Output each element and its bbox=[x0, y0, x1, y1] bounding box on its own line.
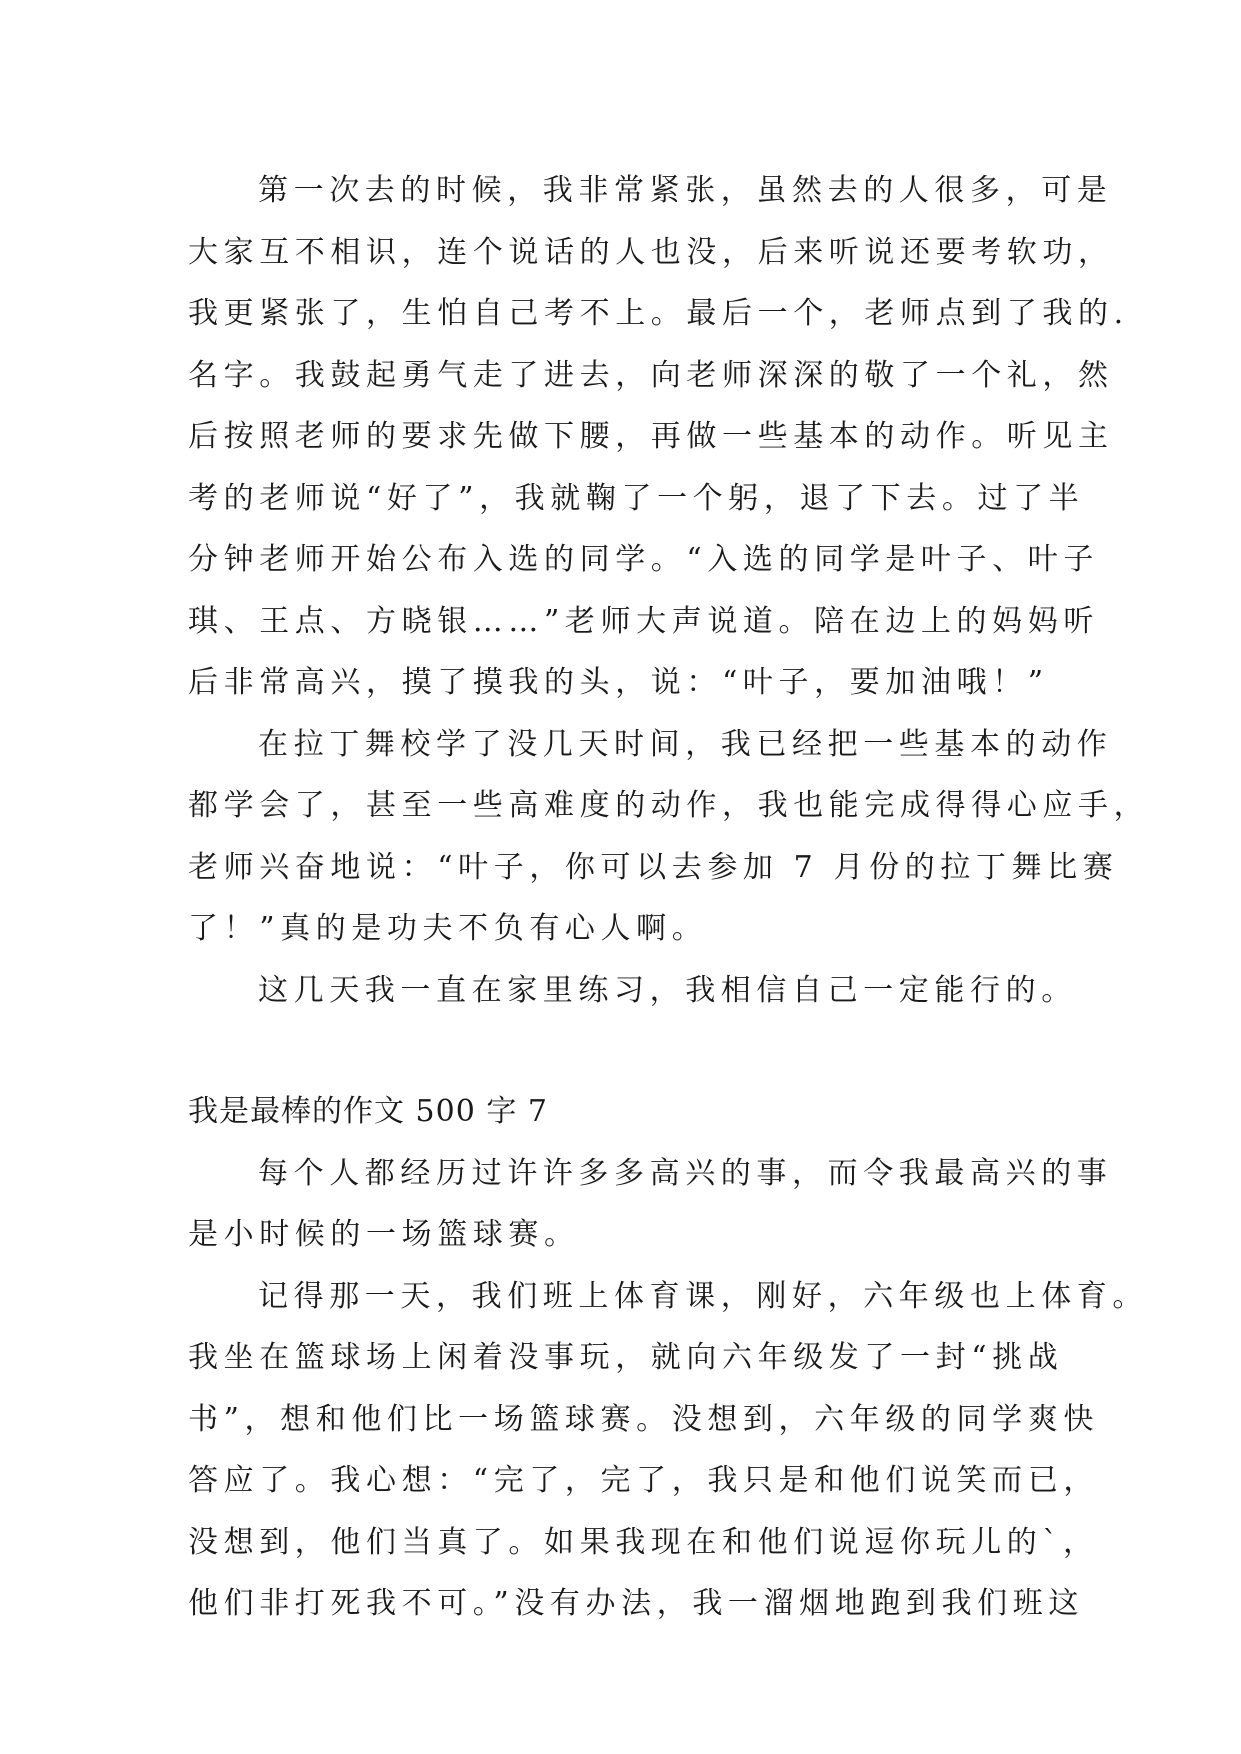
text-line: 他们非打死我不可。”没有办法，我一溜烟地跑到我们班这 bbox=[188, 1586, 1084, 1621]
text-line: 都学会了，甚至一些高难度的动作，我也能完成得得心应手， bbox=[188, 788, 1150, 823]
text-line: 书”，想和他们比一场篮球赛。没想到，六年级的同学爽快 bbox=[188, 1401, 1099, 1437]
text-line: 考的老师说“好了”，我就鞠了一个躬，退了下去。过了半 bbox=[188, 480, 1085, 516]
text-line: 后按照老师的要求先做下腰，再做一些基本的动作。听见主 bbox=[188, 419, 1114, 454]
text-line: 没想到，他们当真了。如果我现在和他们说逗你玩儿的`， bbox=[188, 1524, 1099, 1560]
paragraph-1 bbox=[188, 160, 1129, 714]
text-line: 分钟老师开始公布入选的同学。“入选的同学是叶子、叶子 bbox=[188, 542, 1099, 577]
text-line: 老师兴奋地说：“叶子，你可以去参加 7 月份的拉丁舞比赛 bbox=[188, 849, 1119, 885]
text-line: 大家互不相识，连个说话的人也没，后来听说还要考软功， bbox=[188, 234, 1114, 270]
section-title-text: 我是最棒的作文 500 字 7 bbox=[188, 1094, 548, 1129]
text-line: 我坐在篮球场上闲着没事玩，就向六年级发了一封“挑战 bbox=[188, 1340, 1064, 1375]
text-line: 在拉丁舞校学了没几天时间，我已经把一些基本的动作 bbox=[258, 726, 1113, 762]
paragraph-4 bbox=[188, 1143, 1113, 1266]
text-line: 每个人都经历过许许多多高兴的事，而令我最高兴的事 bbox=[258, 1155, 1113, 1191]
text-line: 这几天我一直在家里练习，我相信自己一定能行的。 bbox=[258, 972, 1077, 1008]
section-title bbox=[188, 1081, 1060, 1143]
text-line: 名字。我鼓起勇气走了进去，向老师深深的敬了一个礼，然 bbox=[188, 357, 1114, 393]
section-spacer bbox=[188, 1021, 1060, 1081]
text-line: 答应了。我心想：“完了，完了，我只是和他们说笑而已， bbox=[188, 1463, 1099, 1498]
text-line: 了！”真的是功夫不负有心人啊。 bbox=[188, 911, 708, 946]
text-line: 第一次去的时候，我非常紧张，虽然去的人很多，可是 bbox=[258, 173, 1113, 208]
text-line: 琪、王点、方晓银……”老师大声说道。陪在边上的妈妈听 bbox=[188, 603, 1099, 639]
text-line: 是小时候的一场篮球赛。 bbox=[188, 1217, 580, 1252]
paragraph-3 bbox=[188, 960, 1077, 1022]
paragraph-2 bbox=[188, 714, 1150, 960]
document-page bbox=[188, 160, 1150, 1635]
text-line: 后非常高兴，摸了摸我的头，说：“叶子，要加油哦！” bbox=[188, 665, 1049, 700]
text-line: 记得那一天，我们班上体育课，刚好，六年级也上体育。 bbox=[258, 1278, 1148, 1314]
text-line: 我更紧张了，生怕自己考不上。最后一个，老师点到了我的. bbox=[188, 296, 1129, 331]
paragraph-5 bbox=[188, 1266, 1148, 1635]
